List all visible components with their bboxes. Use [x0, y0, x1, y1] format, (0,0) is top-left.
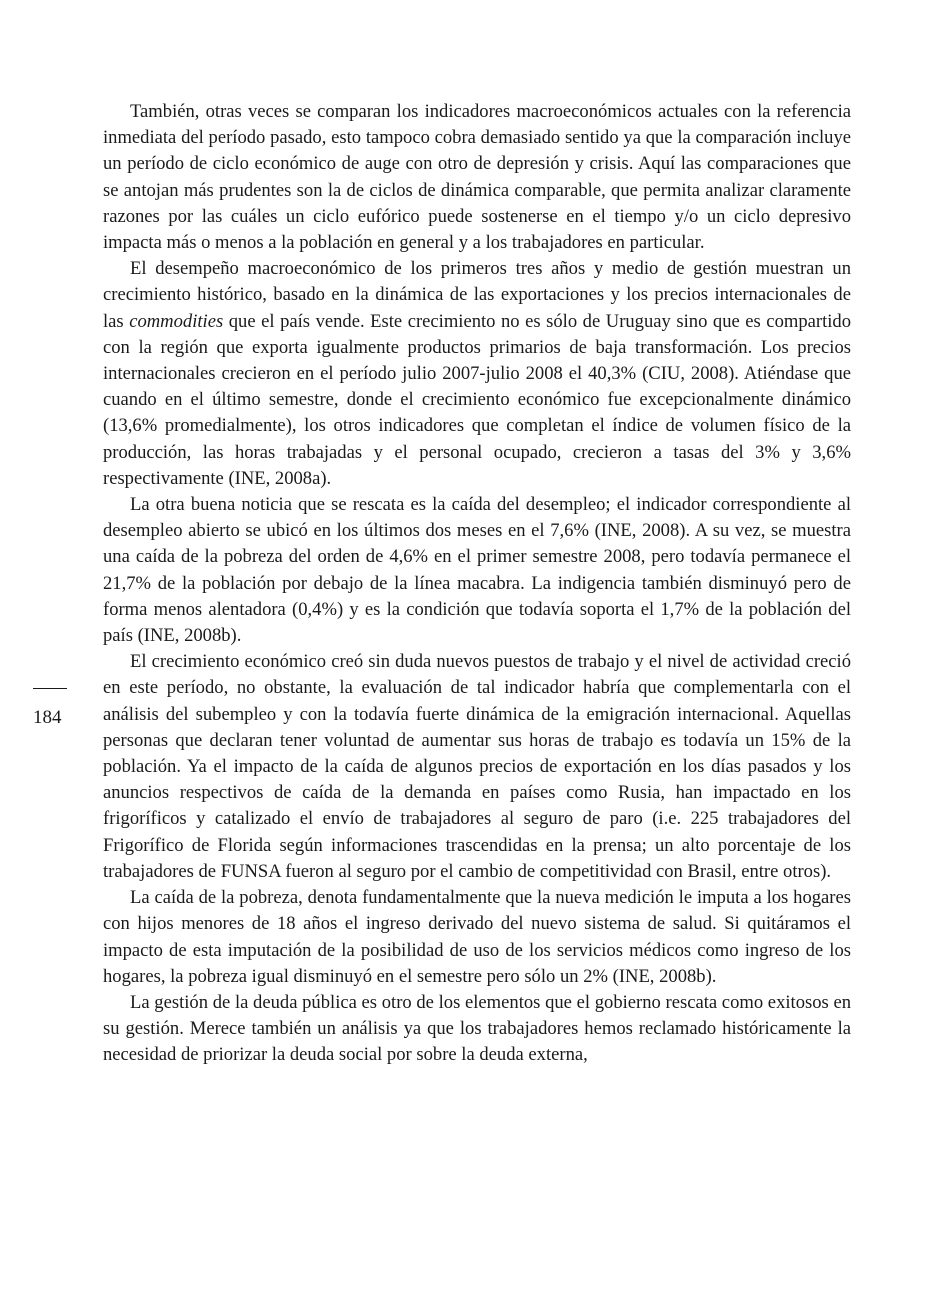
- page-number-rule: [33, 688, 67, 689]
- paragraph-3-text: La otra buena noticia que se rescata es la caída del desempleo; el indicador correspondiente al desempleo abierto se ubicó en los últimos dos meses en el 7,6% (INE, 2008). A su vez, se muestra una caída de la pobreza del orden de 4,6% en el primer semestre 2008, pero todavía permanece el 21,7% de la población por debajo de la línea macabra. La indigencia también disminuyó pero de forma menos alentadora (0,4%) y es la condición que todavía soporta el 1,7% de la población del país (INE, 2008b).: [103, 494, 851, 647]
- page-number: 184: [33, 707, 62, 728]
- paragraph-3: [103, 492, 851, 649]
- commodities-italic: commodities: [129, 310, 224, 332]
- paragraph-5: [103, 885, 851, 990]
- paragraph-4: [103, 649, 851, 885]
- paragraph-4-text: El crecimiento económico creó sin duda nuevos puestos de trabajo y el nivel de actividad creció en este período, no obstante, la evaluación de tal indicador habría que complementarla con el análisis del subempleo y con la todavía fuerte dinámica de la emigración internacional. Aquellas personas que declaran tener voluntad de aumentar sus horas de trabajo es todavía un 15% de la población. Ya el impacto de la caída de algunos precios de exportación en los días pasados y los anuncios respectivos de caída de la demanda en países como Rusia, han impactado en los frigoríficos y catalizado el envío de trabajadores al seguro de paro (i.e. 225 trabajadores del Frigorífico de Florida según informaciones trascendidas en la prensa; un alto porcentaje de los trabajadores de FUNSA fueron al seguro por el cambio de competitividad con Brasil, entre otros).: [103, 651, 851, 882]
- paragraph-6-text: La gestión de la deuda pública es otro de los elementos que el gobierno rescata como exitosos en su gestión. Merece también un análisis ya que los trabajadores hemos reclamado históricamente la necesidad de priorizar la deuda social por sobre la deuda externa,: [103, 991, 851, 1066]
- body-text: [103, 99, 851, 1069]
- paragraph-1: [103, 99, 851, 256]
- paragraph-6: [103, 990, 851, 1069]
- paragraph-2-text-b: que el país vende. Este crecimiento no es sólo de Uruguay sino que es compartido con la región que exporta igualmente productos primarios de baja transformación. Los precios internacionales crecieron en el período julio 2007-julio 2008 el 40,3% (CIU, 2008). Atiéndase que cuando en el último semestre, donde el crecimiento económico fue excepcionalmente dinámico (13,6% promedialmente), los otros indicadores que completan el índice de volumen físico de la producción, las horas trabajadas y el personal ocupado, crecieron a tasas del 3% y 3,6% respectivamente (INE, 2008a).: [103, 310, 851, 489]
- paragraph-1-text: También, otras veces se comparan los indicadores macroeconómicos actuales con la referencia inmediata del período pasado, esto tampoco cobra demasiado sentido ya que la comparación incluye un período de ciclo económico de auge con otro de depresión y crisis. Aquí las comparaciones que se antojan más prudentes son la de ciclos de dinámica comparable, que permita analizar claramente razones por las cuáles un ciclo eufórico puede sostenerse en el tiempo y/o un ciclo depresivo impacta más o menos a la población en general y a los trabajadores en particular.: [103, 101, 851, 254]
- paragraph-2-text-a: El desempeño macroeconómico de los primeros tres años y medio de gestión muestran un crecimiento histórico, basado en la dinámica de las exportaciones y los precios internacionales de las: [103, 258, 851, 332]
- paragraph-5-text: La caída de la pobreza, denota fundamentalmente que la nueva medición le imputa a los hogares con hijos menores de 18 años el ingreso derivado del nuevo sistema de salud. Si quitáramos el impacto de esta imputación de la posibilidad de uso de los servicios médicos como ingreso de los hogares, la pobreza igual disminuyó en el semestre pero sólo un 2% (INE, 2008b).: [103, 887, 851, 987]
- paragraph-2: [103, 256, 851, 492]
